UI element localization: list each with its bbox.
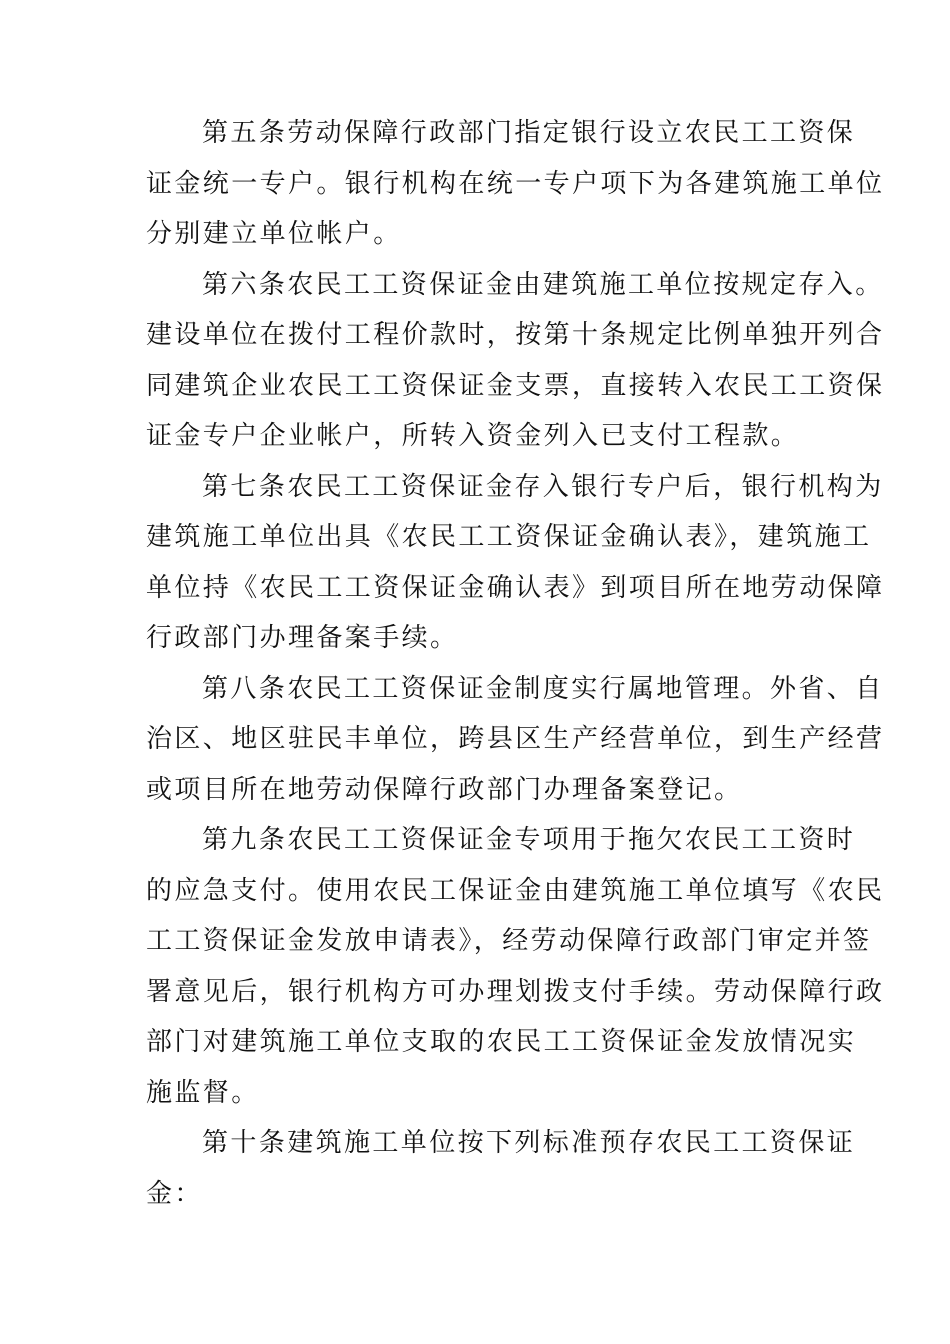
text-line: 建筑施工单位出具《农民工工资保证金确认表》，建筑施工 bbox=[146, 522, 872, 552]
text-line: 部门对建筑施工单位支取的农民工工资保证金发放情况实 bbox=[146, 1027, 857, 1057]
text-line: 证金统一专户。银行机构在统一专户项下为各建筑施工单位 bbox=[146, 168, 885, 199]
text-line: 证金专户企业帐户，所转入资金列入已支付工程款。 bbox=[146, 421, 800, 451]
text-line: 工工资保证金发放申请表》，经劳动保障行政部门审定并签 bbox=[146, 926, 872, 956]
text-line: 第六条农民工工资保证金由建筑施工单位按规定存入。 bbox=[202, 269, 884, 300]
text-line: 第八条农民工工资保证金制度实行属地管理。外省、自 bbox=[202, 673, 884, 704]
text-line: 的应急支付。使用农民工保证金由建筑施工单位填写《农民 bbox=[146, 875, 885, 906]
text-line: 署意见后，银行机构方可办理划拨支付手续。劳动保障行政 bbox=[146, 976, 885, 1007]
text-line: 第九条农民工工资保证金专项用于拖欠农民工工资时 bbox=[202, 825, 856, 855]
text-line: 第十条建筑施工单位按下列标准预存农民工工资保证 bbox=[202, 1128, 856, 1158]
text-line: 行政部门办理备案手续。 bbox=[146, 623, 459, 653]
document-body bbox=[146, 108, 885, 1219]
text-line: 单位持《农民工工资保证金确认表》到项目所在地劳动保障 bbox=[146, 572, 885, 603]
article-5-paragraph bbox=[146, 108, 885, 260]
text-line: 治区、地区驻民丰单位，跨县区生产经营单位，到生产经营 bbox=[146, 724, 885, 754]
article-8-paragraph bbox=[146, 664, 885, 816]
text-line: 第七条农民工工资保证金存入银行专户后，银行机构为 bbox=[202, 471, 884, 502]
article-6-paragraph bbox=[146, 260, 885, 462]
article-10-paragraph bbox=[146, 1118, 856, 1219]
text-line: 同建筑企业农民工工资保证金支票，直接转入农民工工资保 bbox=[146, 370, 885, 401]
text-line: 第五条劳动保障行政部门指定银行设立农民工工资保 bbox=[202, 118, 856, 148]
article-9-paragraph bbox=[146, 815, 885, 1118]
text-line: 或项目所在地劳动保障行政部门办理备案登记。 bbox=[146, 774, 743, 805]
article-7-paragraph bbox=[146, 462, 885, 664]
text-line: 建设单位在拨付工程价款时，按第十条规定比例单独开列合 bbox=[146, 320, 885, 350]
text-line: 分别建立单位帐户。 bbox=[146, 219, 402, 249]
text-line: 金： bbox=[146, 1178, 203, 1209]
text-line: 施监督。 bbox=[146, 1077, 260, 1108]
